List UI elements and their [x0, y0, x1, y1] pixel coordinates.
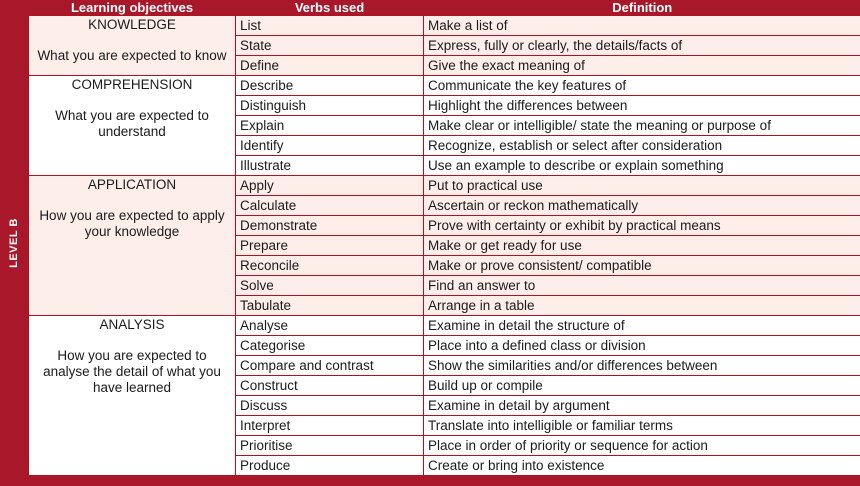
definition-cell: Put to practical use [424, 176, 860, 196]
definition-cell: Show the similarities and/or differences between [424, 356, 860, 376]
definition-cell: Examine in detail by argument [424, 396, 860, 416]
objective-description: What you are expected to understand [55, 108, 209, 139]
verb-cell: Categorise [236, 336, 424, 356]
definition-cell: Place into a defined class or division [424, 336, 860, 356]
header-learning-objectives: Learning objectives [29, 0, 236, 16]
objective-title: APPLICATION [87, 177, 177, 192]
objective-title: KNOWLEDGE [88, 17, 176, 32]
definition-cell: Build up or compile [424, 376, 860, 396]
definition-cell: Make clear or intelligible/ state the meaning or purpose of [424, 116, 860, 136]
table-row [29, 16, 860, 36]
verb-cell: Apply [236, 176, 424, 196]
definition-cell: Arrange in a table [424, 296, 860, 316]
definition-cell: Give the exact meaning of [424, 56, 860, 76]
definition-cell: Express, fully or clearly, the details/facts of [424, 36, 860, 56]
verb-cell: Construct [236, 376, 424, 396]
definition-cell: Create or bring into existence [424, 456, 860, 476]
definition-cell: Examine in detail the structure of [424, 316, 860, 336]
verb-cell: List [236, 16, 424, 36]
verb-cell: Reconcile [236, 256, 424, 276]
definition-cell: Ascertain or reckon mathematically [424, 196, 860, 216]
objective-description: How you are expected to apply your knowledge [39, 208, 225, 239]
objective-title: COMPREHENSION [71, 77, 193, 92]
verb-cell: State [236, 36, 424, 56]
verb-cell: Distinguish [236, 96, 424, 116]
verb-cell: Explain [236, 116, 424, 136]
definition-cell: Make or prove consistent/ compatible [424, 256, 860, 276]
verb-cell: Discuss [236, 396, 424, 416]
definition-cell: Make or get ready for use [424, 236, 860, 256]
table-row [29, 316, 860, 336]
table-row [29, 76, 860, 96]
verb-cell: Calculate [236, 196, 424, 216]
verb-cell: Solve [236, 276, 424, 296]
verb-cell: Interpret [236, 416, 424, 436]
definition-cell: Find an answer to [424, 276, 860, 296]
verb-cell: Describe [236, 76, 424, 96]
definition-cell: Place in order of priority or sequence for action [424, 436, 860, 456]
definition-cell: Recognize, establish or select after consideration [424, 136, 860, 156]
objective-cell [29, 16, 236, 76]
table-header-row [29, 0, 860, 16]
verb-cell: Prioritise [236, 436, 424, 456]
table-body [29, 16, 860, 476]
objective-cell [29, 176, 236, 316]
level-label: LEVEL B [8, 218, 21, 268]
objective-title: ANALYSIS [99, 317, 165, 332]
verb-cell: Identify [236, 136, 424, 156]
verb-cell: Compare and contrast [236, 356, 424, 376]
definition-cell: Use an example to describe or explain something [424, 156, 860, 176]
definition-cell: Translate into intelligible or familiar terms [424, 416, 860, 436]
verb-cell: Prepare [236, 236, 424, 256]
verb-cell: Define [236, 56, 424, 76]
objective-description: What you are expected to know [37, 48, 227, 63]
verb-cell: Produce [236, 456, 424, 476]
table-row [29, 176, 860, 196]
objective-cell [29, 76, 236, 176]
definition-cell: Prove with certainty or exhibit by practical means [424, 216, 860, 236]
header-definition: Definition [424, 0, 860, 16]
objective-cell [29, 316, 236, 476]
definition-cell: Make a list of [424, 16, 860, 36]
verb-cell: Demonstrate [236, 216, 424, 236]
definition-cell: Highlight the differences between [424, 96, 860, 116]
header-verbs-used: Verbs used [236, 0, 424, 16]
verb-cell: Illustrate [236, 156, 424, 176]
level-label-tab [0, 0, 28, 486]
objective-description: How you are expected to analyse the detail of what you have learned [43, 348, 221, 395]
verb-cell: Tabulate [236, 296, 424, 316]
verb-cell: Analyse [236, 316, 424, 336]
definition-cell: Communicate the key features of [424, 76, 860, 96]
learning-objectives-table [28, 0, 860, 476]
